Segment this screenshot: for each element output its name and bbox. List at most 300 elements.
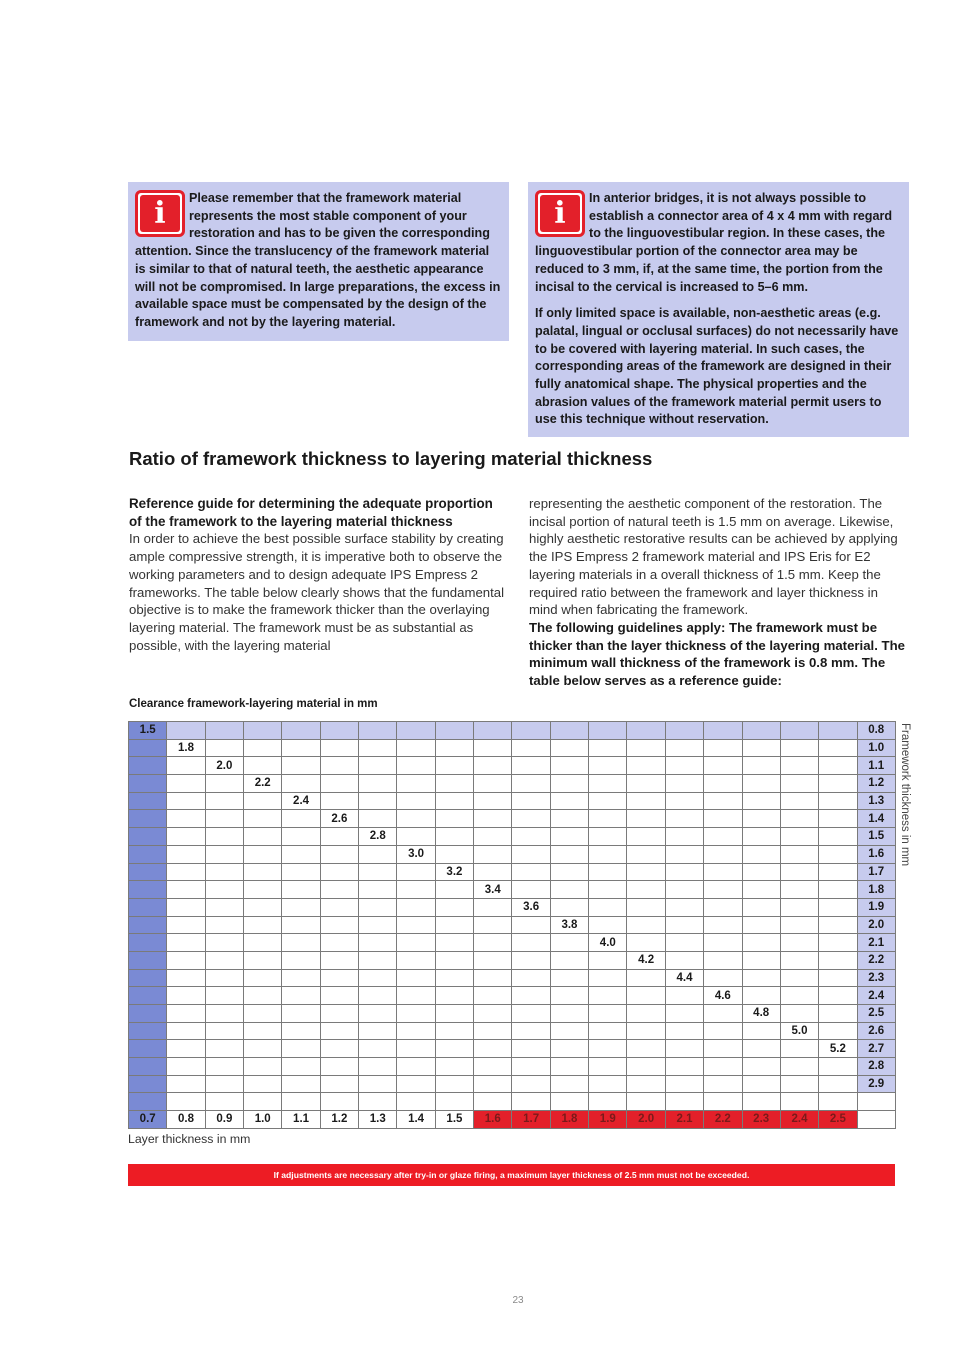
empty-cell [435,916,473,934]
empty-cell [205,1075,243,1093]
empty-cell [282,916,320,934]
empty-cell [435,845,473,863]
empty-cell [167,1093,205,1111]
row-marker-cell [129,828,167,846]
table-row [129,1058,896,1076]
body-text-left: In order to achieve the best possible surface stability by creating ample compressive strength, it is imperative both to observe the working parameters and to design adequate IPS Empress 2 frameworks. The table below clearly shows that the fundamental objective is to make the framework thicker than the overlaying layering material. The framework must be as substantial as possible, with the layering material [129,531,505,653]
layer-thickness-cell: 1.6 [474,1111,512,1129]
empty-cell [857,1111,895,1129]
clearance-cell: 3.2 [435,863,473,881]
empty-cell [359,916,397,934]
empty-cell [205,845,243,863]
empty-cell [627,863,665,881]
empty-cell [512,987,550,1005]
empty-cell [665,1093,703,1111]
empty-cell [780,1075,818,1093]
empty-cell [320,863,358,881]
row-marker-cell [129,739,167,757]
empty-cell [244,1075,282,1093]
empty-cell [627,1040,665,1058]
empty-cell [205,1005,243,1023]
empty-cell [320,775,358,793]
empty-cell [589,757,627,775]
empty-cell [282,951,320,969]
header-cell [665,722,703,740]
empty-cell [780,1005,818,1023]
empty-cell [665,1022,703,1040]
empty-cell [512,969,550,987]
framework-thickness-cell: 1.6 [857,845,895,863]
empty-cell [167,863,205,881]
empty-cell [282,1040,320,1058]
empty-cell [819,881,857,899]
clearance-cell: 5.2 [819,1040,857,1058]
header-cell [359,722,397,740]
clearance-cell: 5.0 [780,1022,818,1040]
empty-cell [474,1005,512,1023]
empty-cell [474,951,512,969]
empty-cell [665,934,703,952]
empty-cell [742,775,780,793]
empty-cell [704,1040,742,1058]
empty-cell [589,1040,627,1058]
empty-cell [704,1075,742,1093]
row-marker-cell [129,1075,167,1093]
info-box-text: Please remember that the framework material represents the most stable component of your restoration and has to be given the corresponding attention. Since the translucency of the framework material is similar to that of natural teeth, the aesthetic appearance will not be compromised. In large preparations, the excess in available space must be compensated by the design of the framework and not by the layering material. [135,191,501,329]
empty-cell [512,1022,550,1040]
empty-cell [550,1075,588,1093]
empty-cell [627,1058,665,1076]
clearance-cell: 4.6 [704,987,742,1005]
clearance-cell: 2.6 [320,810,358,828]
empty-cell [244,881,282,899]
empty-cell [244,1022,282,1040]
warning-text: If adjustments are necessary after try-in or glaze firing, a maximum layer thickness of 2.5 mm must not be exceeded. [273,1170,750,1180]
empty-cell [205,810,243,828]
table-row [129,1075,896,1093]
table-row [129,898,896,916]
framework-thickness-cell: 1.4 [857,810,895,828]
table-row [129,969,896,987]
empty-cell [627,969,665,987]
empty-cell [359,810,397,828]
empty-cell [244,951,282,969]
empty-cell [474,792,512,810]
empty-cell [512,810,550,828]
row-marker-cell [129,775,167,793]
empty-cell [205,934,243,952]
empty-cell [205,1058,243,1076]
info-box-text-2: If only limited space is available, non-aesthetic areas (e.g. palatal, lingual or occlusal surfaces) do not necessarily have to be covered with layering material. In such cases, the corresponding areas of the framework are designed in their fully anatomical shape. The physical properties and the abrasion values of the framework material permit users to use this technique without reservation. [535,306,899,427]
framework-thickness-cell: 1.2 [857,775,895,793]
empty-cell [474,845,512,863]
empty-cell [282,1058,320,1076]
body-column-right [529,495,907,690]
header-cell [397,722,435,740]
empty-cell [512,775,550,793]
empty-cell [205,775,243,793]
empty-cell [819,1075,857,1093]
empty-cell [167,987,205,1005]
empty-cell [780,898,818,916]
empty-cell [819,739,857,757]
empty-cell [627,916,665,934]
empty-cell [167,845,205,863]
empty-cell [819,969,857,987]
table-row [129,1040,896,1058]
header-cell [244,722,282,740]
empty-cell [665,845,703,863]
empty-cell [244,845,282,863]
framework-thickness-cell: 1.9 [857,898,895,916]
empty-cell [397,863,435,881]
empty-cell [512,792,550,810]
empty-cell [819,1005,857,1023]
table-row [129,951,896,969]
empty-cell [320,1040,358,1058]
table-row [129,845,896,863]
empty-cell [550,1093,588,1111]
empty-cell [780,845,818,863]
table-row [129,934,896,952]
empty-cell [589,739,627,757]
header-cell [627,722,665,740]
empty-cell [397,969,435,987]
y-axis-label: Framework thickness in mm [899,723,911,867]
empty-cell [397,1093,435,1111]
info-box-text: In anterior bridges, it is not always possible to establish a connector area of 4 x 4 mm with regard to the linguovestibular region. In these cases, the linguovestibular portion of the connector area may be reduced to 3 mm, if, at the same time, the portion from the incisal to the cervical is increased to 5–6 mm. [535,191,893,294]
empty-cell [589,916,627,934]
empty-cell [704,881,742,899]
header-cell [474,722,512,740]
empty-cell [167,1022,205,1040]
empty-cell [589,775,627,793]
empty-cell [320,845,358,863]
empty-cell [665,916,703,934]
empty-cell [320,1075,358,1093]
empty-cell [205,1040,243,1058]
framework-thickness-cell: 2.3 [857,969,895,987]
empty-cell [474,863,512,881]
empty-cell [282,810,320,828]
empty-cell [167,916,205,934]
empty-cell [282,775,320,793]
empty-cell [742,810,780,828]
empty-cell [397,881,435,899]
empty-cell [474,739,512,757]
empty-cell [704,951,742,969]
empty-cell [359,1058,397,1076]
empty-cell [167,951,205,969]
empty-cell [244,739,282,757]
empty-cell [359,757,397,775]
empty-cell [205,1022,243,1040]
empty-cell [512,739,550,757]
layer-thickness-cell: 2.3 [742,1111,780,1129]
layer-thickness-cell: 1.2 [320,1111,358,1129]
empty-cell [742,916,780,934]
empty-cell [704,863,742,881]
empty-cell [704,1093,742,1111]
empty-cell [205,969,243,987]
empty-cell [550,810,588,828]
clearance-cell: 3.4 [474,881,512,899]
empty-cell [780,810,818,828]
empty-cell [665,951,703,969]
layer-thickness-cell: 2.5 [819,1111,857,1129]
clearance-cell: 2.4 [282,792,320,810]
empty-cell [397,987,435,1005]
empty-cell [320,1022,358,1040]
clearance-cell: 2.2 [244,775,282,793]
clearance-cell: 2.8 [359,828,397,846]
empty-cell [282,1022,320,1040]
empty-cell [397,810,435,828]
empty-cell [819,934,857,952]
empty-cell [397,757,435,775]
row-marker-cell [129,881,167,899]
empty-cell [550,792,588,810]
empty-cell [550,969,588,987]
empty-cell [742,951,780,969]
empty-cell [167,898,205,916]
empty-cell [627,810,665,828]
layer-thickness-cell: 2.1 [665,1111,703,1129]
empty-cell [742,881,780,899]
table-row [129,1111,896,1129]
empty-cell [205,863,243,881]
empty-cell [205,1093,243,1111]
empty-cell [742,1075,780,1093]
empty-cell [550,775,588,793]
empty-cell [244,1040,282,1058]
empty-cell [780,934,818,952]
page-number: 23 [512,1295,524,1306]
empty-cell [474,828,512,846]
framework-thickness-cell: 2.5 [857,1005,895,1023]
empty-cell [397,1040,435,1058]
empty-cell [397,1058,435,1076]
empty-cell [282,987,320,1005]
empty-cell [589,828,627,846]
empty-cell [780,881,818,899]
empty-cell [780,951,818,969]
table-row [129,987,896,1005]
empty-cell [474,1058,512,1076]
framework-thickness-cell: 1.1 [857,757,895,775]
empty-cell [627,828,665,846]
empty-cell [435,757,473,775]
empty-cell [589,1093,627,1111]
empty-cell [397,792,435,810]
empty-cell [435,934,473,952]
row-marker-cell [129,1022,167,1040]
empty-cell [435,1022,473,1040]
empty-cell [780,775,818,793]
row-marker-cell [129,1005,167,1023]
empty-cell [359,1005,397,1023]
empty-cell [512,845,550,863]
empty-cell [474,916,512,934]
empty-cell [359,898,397,916]
empty-cell [704,739,742,757]
empty-cell [742,828,780,846]
empty-cell [742,1040,780,1058]
empty-cell [397,828,435,846]
clearance-cell: 2.0 [205,757,243,775]
empty-cell [474,934,512,952]
empty-cell [512,881,550,899]
header-cell [589,722,627,740]
empty-cell [819,951,857,969]
empty-cell [244,898,282,916]
layer-thickness-cell: 1.9 [589,1111,627,1129]
empty-cell [627,739,665,757]
empty-cell [359,1022,397,1040]
empty-cell [474,810,512,828]
empty-cell [435,1093,473,1111]
empty-cell [704,898,742,916]
empty-cell [435,792,473,810]
empty-cell [282,934,320,952]
empty-cell [742,987,780,1005]
empty-cell [282,1005,320,1023]
empty-cell [665,1005,703,1023]
empty-cell [244,916,282,934]
empty-cell [474,1040,512,1058]
empty-cell [665,1075,703,1093]
empty-cell [282,828,320,846]
empty-cell [742,1093,780,1111]
row-marker-cell [129,792,167,810]
empty-cell [627,775,665,793]
row-marker-cell [129,951,167,969]
layer-thickness-cell: 1.3 [359,1111,397,1129]
empty-cell [244,1058,282,1076]
empty-cell [627,987,665,1005]
empty-cell [780,987,818,1005]
empty-cell [589,1005,627,1023]
table-row [129,757,896,775]
table-row [129,1022,896,1040]
empty-cell [397,775,435,793]
empty-cell [167,1058,205,1076]
empty-cell [474,775,512,793]
empty-cell [550,881,588,899]
empty-cell [320,1093,358,1111]
empty-cell [742,757,780,775]
empty-cell [282,845,320,863]
empty-cell [819,987,857,1005]
empty-cell [244,1005,282,1023]
empty-cell [282,863,320,881]
body-column-left [129,495,507,654]
framework-thickness-cell: 2.2 [857,951,895,969]
empty-cell [474,969,512,987]
empty-cell [780,1040,818,1058]
layer-thickness-cell: 0.8 [167,1111,205,1129]
layer-thickness-cell: 1.0 [244,1111,282,1129]
empty-cell [742,1058,780,1076]
table-row [129,828,896,846]
empty-cell [244,863,282,881]
empty-cell [742,898,780,916]
empty-cell [435,951,473,969]
empty-cell [320,987,358,1005]
empty-cell [742,969,780,987]
empty-cell [282,969,320,987]
empty-cell [704,969,742,987]
framework-thickness-cell: 2.9 [857,1075,895,1093]
body-text-right: representing the aesthetic component of the restoration. The incisal portion of natural teeth is 1.5 mm on average. Likewise, highly aesthetic restorative results can be achieved by applying the IPS Empress 2 framework material and IPS Eris for E2 layering materials in a overall thickness of 1.5 mm. Keep the required ratio between the framework and layer thickness in mind when fabricating the framework. [529,496,898,618]
empty-cell [589,987,627,1005]
empty-cell [512,1058,550,1076]
empty-cell [819,898,857,916]
header-cell [512,722,550,740]
empty-cell [550,757,588,775]
empty-cell [550,1022,588,1040]
empty-cell [589,1022,627,1040]
table-row [129,739,896,757]
empty-cell [665,987,703,1005]
empty-cell [550,845,588,863]
empty-cell [512,1040,550,1058]
empty-cell [550,987,588,1005]
clearance-cell: 3.6 [512,898,550,916]
empty-cell [205,916,243,934]
empty-cell [512,916,550,934]
empty-cell [704,1058,742,1076]
empty-cell [550,863,588,881]
table-row [129,916,896,934]
header-cell [320,722,358,740]
header-cell [742,722,780,740]
empty-cell [359,739,397,757]
empty-cell [320,969,358,987]
empty-cell [359,863,397,881]
row-marker-cell [129,1040,167,1058]
empty-cell [320,916,358,934]
framework-thickness-cell: 1.0 [857,739,895,757]
empty-cell [627,757,665,775]
thickness-ratio-table [128,721,896,1129]
empty-cell [627,898,665,916]
empty-cell [780,1058,818,1076]
empty-cell [665,792,703,810]
empty-cell [320,739,358,757]
empty-cell [167,934,205,952]
empty-cell [742,934,780,952]
framework-thickness-cell: 1.7 [857,863,895,881]
empty-cell [627,934,665,952]
empty-cell [780,757,818,775]
empty-cell [282,1093,320,1111]
empty-cell [244,934,282,952]
guidelines-text: The following guidelines apply: The framework must be thicker than the layer thickness of the layering material. The minimum wall thickness of the framework is 0.8 mm. The table below serves as a reference guide: [529,619,905,689]
empty-cell [282,757,320,775]
empty-cell [589,951,627,969]
empty-cell [359,987,397,1005]
empty-cell [205,951,243,969]
header-cell [780,722,818,740]
empty-cell [435,775,473,793]
empty-cell [742,792,780,810]
empty-cell [435,1040,473,1058]
empty-cell [167,828,205,846]
row-marker-cell [129,1058,167,1076]
body-heading: Reference guide for determining the adequate proportion of the framework to the layering material thickness [129,496,493,529]
empty-cell [704,810,742,828]
